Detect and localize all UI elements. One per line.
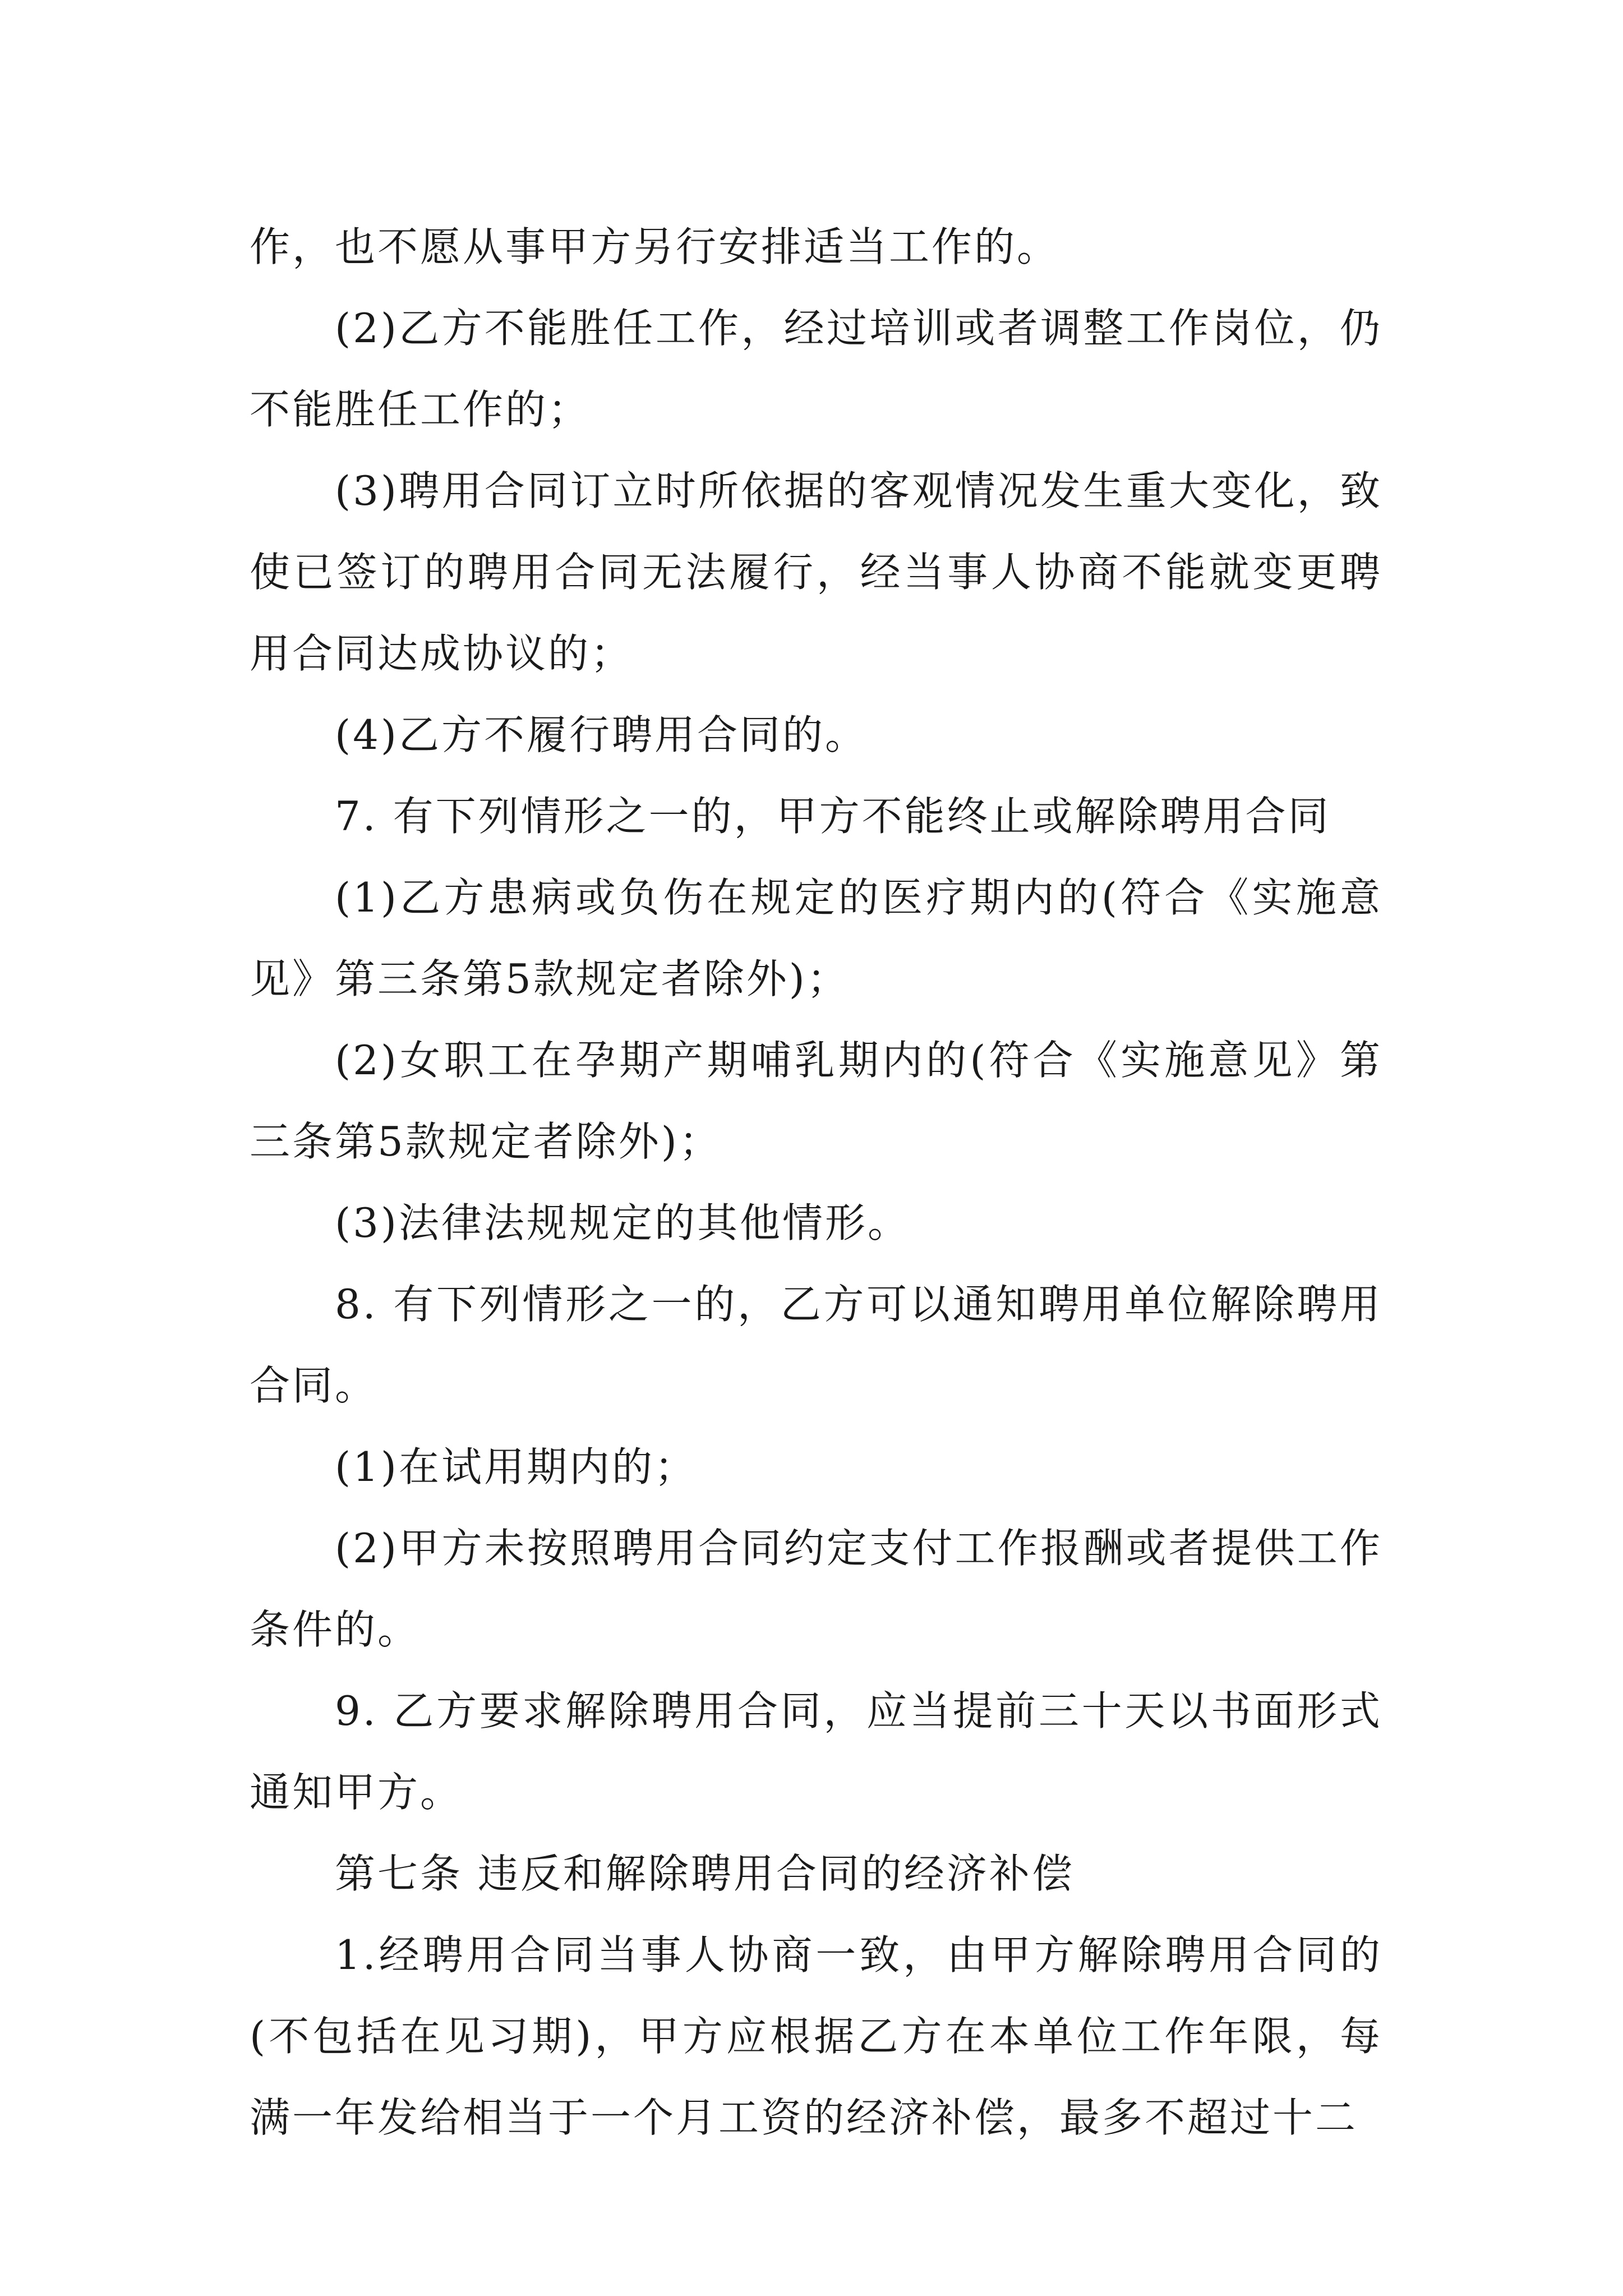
- paragraph: 8. 有下列情形之一的，乙方可以通知聘用单位解除聘用合同。: [250, 1281, 1382, 1409]
- paragraph: (3)法律法规规定的其他情形。: [335, 1199, 910, 1246]
- paragraph: (2)女职工在孕期产期哺乳期内的(符合《实施意见》第三条第5款规定者除外)；: [250, 1037, 1382, 1165]
- document-body: [250, 206, 1382, 2159]
- paragraph: (3)聘用合同订立时所依据的客观情况发生重大变化，致使已签订的聘用合同无法履行，经当事人协商不能就变更聘用合同达成协议的；: [250, 467, 1382, 677]
- paragraph: 作，也不愿从事甲方另行安排适当工作的。: [250, 223, 1060, 270]
- paragraph: (2)乙方不能胜任工作，经过培训或者调整工作岗位，仍不能胜任工作的；: [250, 305, 1382, 433]
- section-heading: 第七条 违反和解除聘用合同的经济补偿: [335, 1850, 1075, 1897]
- paragraph: (1)乙方患病或负伤在规定的医疗期内的(符合《实施意见》第三条第5款规定者除外)；: [250, 874, 1382, 1002]
- paragraph: 9. 乙方要求解除聘用合同，应当提前三十天以书面形式通知甲方。: [250, 1687, 1382, 1816]
- paragraph: 7. 有下列情形之一的，甲方不能终止或解除聘用合同: [335, 793, 1331, 840]
- paragraph: (4)乙方不履行聘用合同的。: [335, 711, 868, 758]
- paragraph: (2)甲方未按照聘用合同约定支付工作报酬或者提供工作条件的。: [250, 1525, 1382, 1653]
- paragraph: (1)在试用期内的；: [335, 1443, 697, 1490]
- paragraph: 1.经聘用合同当事人协商一致，由甲方解除聘用合同的(不包括在见习期)，甲方应根据乙方在本单位工作年限，每满一年发给相当于一个月工资的经济补偿，最多不超过十二: [250, 1931, 1382, 2141]
